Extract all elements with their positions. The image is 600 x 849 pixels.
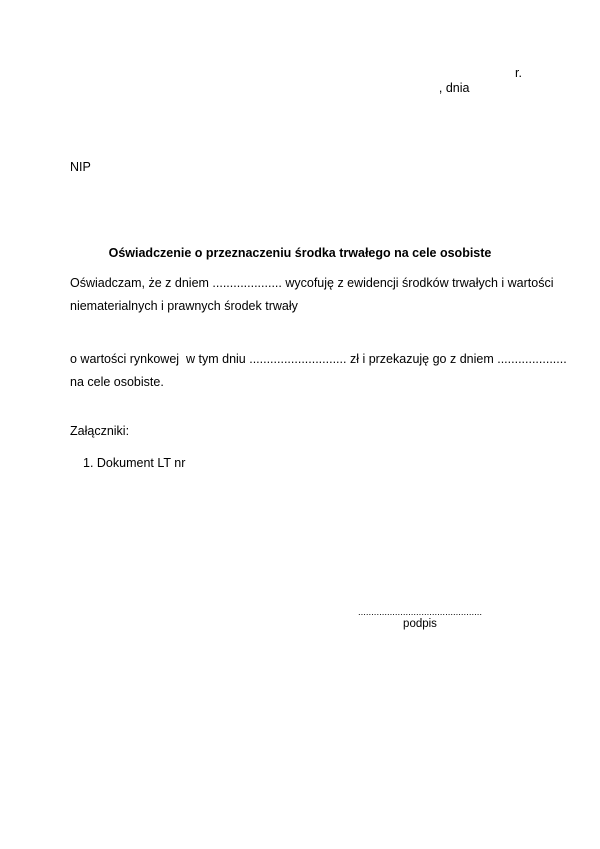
attachment-item-1: 1. Dokument LT nr (83, 456, 186, 470)
signature-block (353, 608, 487, 631)
declaration-line-1: Oświadczam, że z dniem .................... wycofuję z ewidencji środków trwałych i wartości (70, 276, 554, 290)
declaration-line-2: niematerialnych i prawnych środek trwały (70, 299, 298, 313)
attachments-heading: Załączniki: (70, 424, 130, 438)
date-place-dnia-label: , dnia (438, 81, 470, 95)
date-line (425, 66, 575, 126)
value-statement-line-2: na cele osobiste. (70, 375, 164, 389)
signature-label: podpis (403, 618, 437, 630)
declaration-paragraph (70, 272, 554, 318)
date-year-r-label: r. (515, 66, 522, 80)
nip-label: NIP (70, 160, 91, 174)
document-title: Oświadczenie o przeznaczeniu środka trwałego na cele osobiste (108, 246, 492, 260)
value-statement-line-1: o wartości rynkowej w tym dniu ............................ zł i przekazuję go z dniem .................... (70, 352, 567, 366)
value-statement-paragraph (70, 348, 567, 394)
signature-dotted-line: ............................................... (357, 608, 483, 618)
